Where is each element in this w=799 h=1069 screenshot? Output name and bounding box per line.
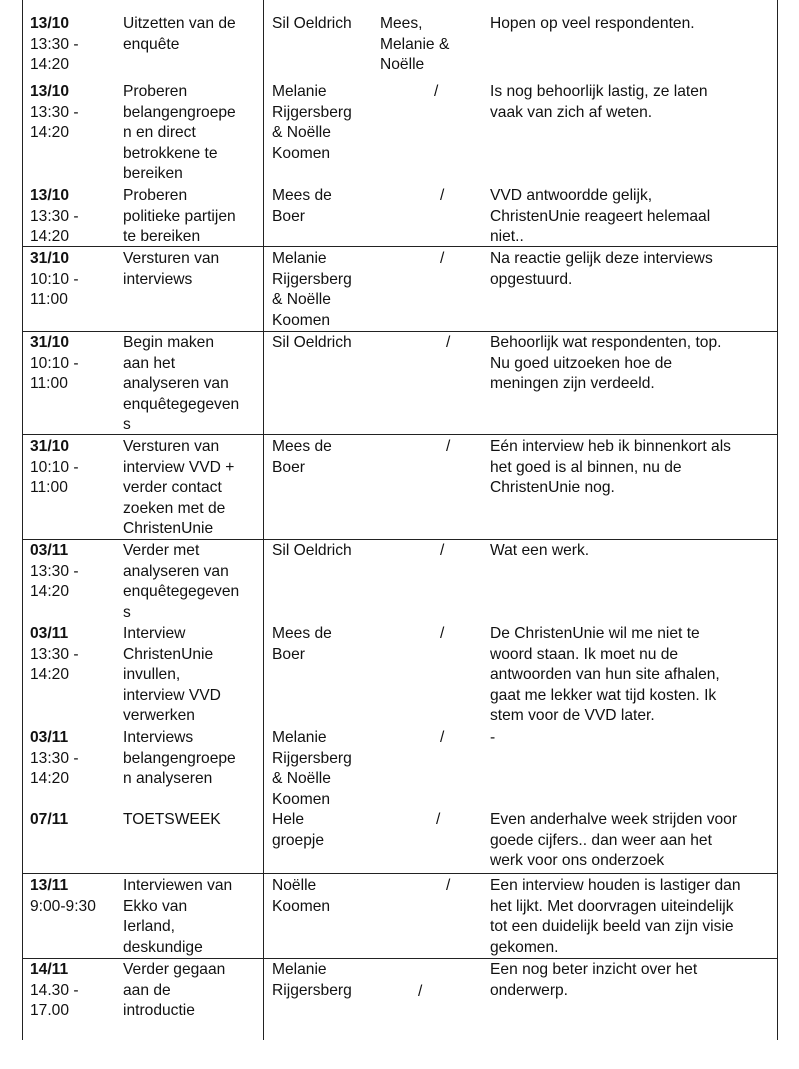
row-task: Verder gegaan aan de introductie	[123, 961, 226, 1020]
row-time: 13:30 - 14:20	[30, 207, 79, 246]
table-row	[22, 14, 778, 80]
row-with: /	[440, 250, 445, 267]
row-time: 13:30 - 14:20	[30, 749, 79, 788]
row-note: Wat een werk.	[490, 542, 590, 559]
row-note: Hopen op veel respondenten.	[490, 15, 695, 32]
row-who: Mees de Boer	[272, 438, 332, 476]
table-row	[22, 186, 778, 247]
row-with: /	[440, 625, 445, 642]
row-note: Een interview houden is lastiger dan het lijkt. Met doorvragen uiteindelijk tot een duidelijk beeld van zijn visie gekomen.	[490, 877, 741, 956]
row-who: Melanie Rijgersberg	[272, 961, 352, 999]
row-who: Noëlle Koomen	[272, 877, 331, 915]
row-date: 13/10	[30, 15, 70, 32]
row-note: De ChristenUnie wil me niet te woord staan. Ik moet nu de antwoorden van hun site afhalen, gaat me lekker wat tijd kosten. Ik stem voor de VVD later.	[490, 625, 720, 725]
row-note: Eén interview heb ik binnenkort als het goed is al binnen, nu de ChristenUnie nog.	[490, 438, 731, 497]
row-task: Proberen politieke partijen te bereiken	[123, 187, 236, 246]
row-note: Een nog beter inzicht over het onderwerp.	[490, 961, 698, 999]
row-date: 31/10	[30, 250, 70, 267]
row-time: 13:30 - 14:20	[30, 562, 79, 601]
table-row	[22, 810, 778, 874]
row-task: Versturen van interviews	[123, 250, 220, 288]
row-who: Melanie Rijgersberg & Noëlle Koomen	[272, 250, 352, 329]
row-time: 14.30 - 17.00	[30, 981, 79, 1020]
row-time: 13:30 - 14:20	[30, 35, 79, 74]
row-task: Begin maken aan het analyseren van enquêtegegeven s	[123, 334, 240, 434]
row-who: Hele groepje	[272, 811, 325, 849]
row-task: Interview ChristenUnie invullen, interview VVD verwerken	[123, 625, 221, 725]
row-with: /	[440, 187, 445, 204]
table-row	[22, 249, 778, 332]
row-task: Versturen van interview VVD + verder contact zoeken met de ChristenUnie	[123, 438, 235, 538]
row-time: 10:10 - 11:00	[30, 458, 79, 497]
row-date: 13/10	[30, 83, 70, 100]
row-task: Verder met analyseren van enquêtegegeven s	[123, 542, 240, 621]
row-who: Sil Oeldrich	[272, 542, 352, 559]
row-who: Melanie Rijgersberg & Noëlle Koomen	[272, 729, 352, 808]
row-date: 13/11	[30, 877, 69, 894]
row-date: 03/11	[30, 625, 69, 642]
row-time: 13:30 - 14:20	[30, 103, 79, 142]
row-with: /	[440, 729, 445, 746]
row-time: 13:30 - 14:20	[30, 645, 79, 684]
row-date: 31/10	[30, 334, 70, 351]
table-row	[22, 333, 778, 435]
row-with: /	[446, 334, 451, 351]
row-with: Mees, Melanie & Noëlle	[380, 15, 450, 74]
row-with: /	[440, 542, 445, 559]
row-with: /	[434, 83, 439, 100]
row-who: Sil Oeldrich	[272, 15, 352, 32]
row-note: Behoorlijk wat respondenten, top. Nu goed uitzoeken hoe de meningen zijn verdeeld.	[490, 334, 722, 393]
table-row	[22, 541, 778, 623]
row-task: Interviewen van Ekko van Ierland, deskundige	[123, 877, 233, 956]
table-row	[22, 728, 778, 810]
logbook-table	[22, 0, 778, 1040]
table-row	[22, 624, 778, 728]
row-task: TOETSWEEK	[123, 811, 221, 828]
row-date: 13/10	[30, 187, 70, 204]
row-task: Interviews belangengroepe n analyseren	[123, 729, 236, 788]
row-who: Mees de Boer	[272, 187, 332, 225]
row-task: Proberen belangengroepe n en direct betrokkene te bereiken	[123, 83, 236, 183]
row-date: 14/11	[30, 961, 69, 978]
row-note: Even anderhalve week strijden voor goede cijfers.. dan weer aan het werk voor ons onderzoek	[490, 811, 738, 870]
row-time: 10:10 - 11:00	[30, 354, 79, 393]
row-with: /	[446, 877, 451, 894]
row-note: Is nog behoorlijk lastig, ze laten vaak van zich af weten.	[490, 83, 708, 121]
row-note: -	[490, 729, 496, 746]
row-with: /	[446, 438, 451, 455]
row-time: 10:10 - 11:00	[30, 270, 79, 309]
row-with: /	[418, 983, 423, 1000]
row-note: VVD antwoordde gelijk, ChristenUnie reageert helemaal niet..	[490, 187, 711, 246]
table-row	[22, 876, 778, 959]
row-task: Uitzetten van de enquête	[123, 15, 236, 53]
row-who: Mees de Boer	[272, 625, 332, 663]
row-date: 07/11	[30, 811, 69, 828]
row-note: Na reactie gelijk deze interviews opgestuurd.	[490, 250, 713, 288]
table-row	[22, 82, 778, 186]
row-date: 03/11	[30, 729, 69, 746]
row-time: 9:00-9:30	[30, 897, 96, 915]
row-who: Melanie Rijgersberg & Noëlle Koomen	[272, 83, 352, 162]
row-with: /	[436, 811, 441, 828]
table-row	[22, 437, 778, 540]
row-date: 03/11	[30, 542, 69, 559]
row-date: 31/10	[30, 438, 70, 455]
table-row	[22, 960, 778, 1040]
row-who: Sil Oeldrich	[272, 334, 352, 351]
